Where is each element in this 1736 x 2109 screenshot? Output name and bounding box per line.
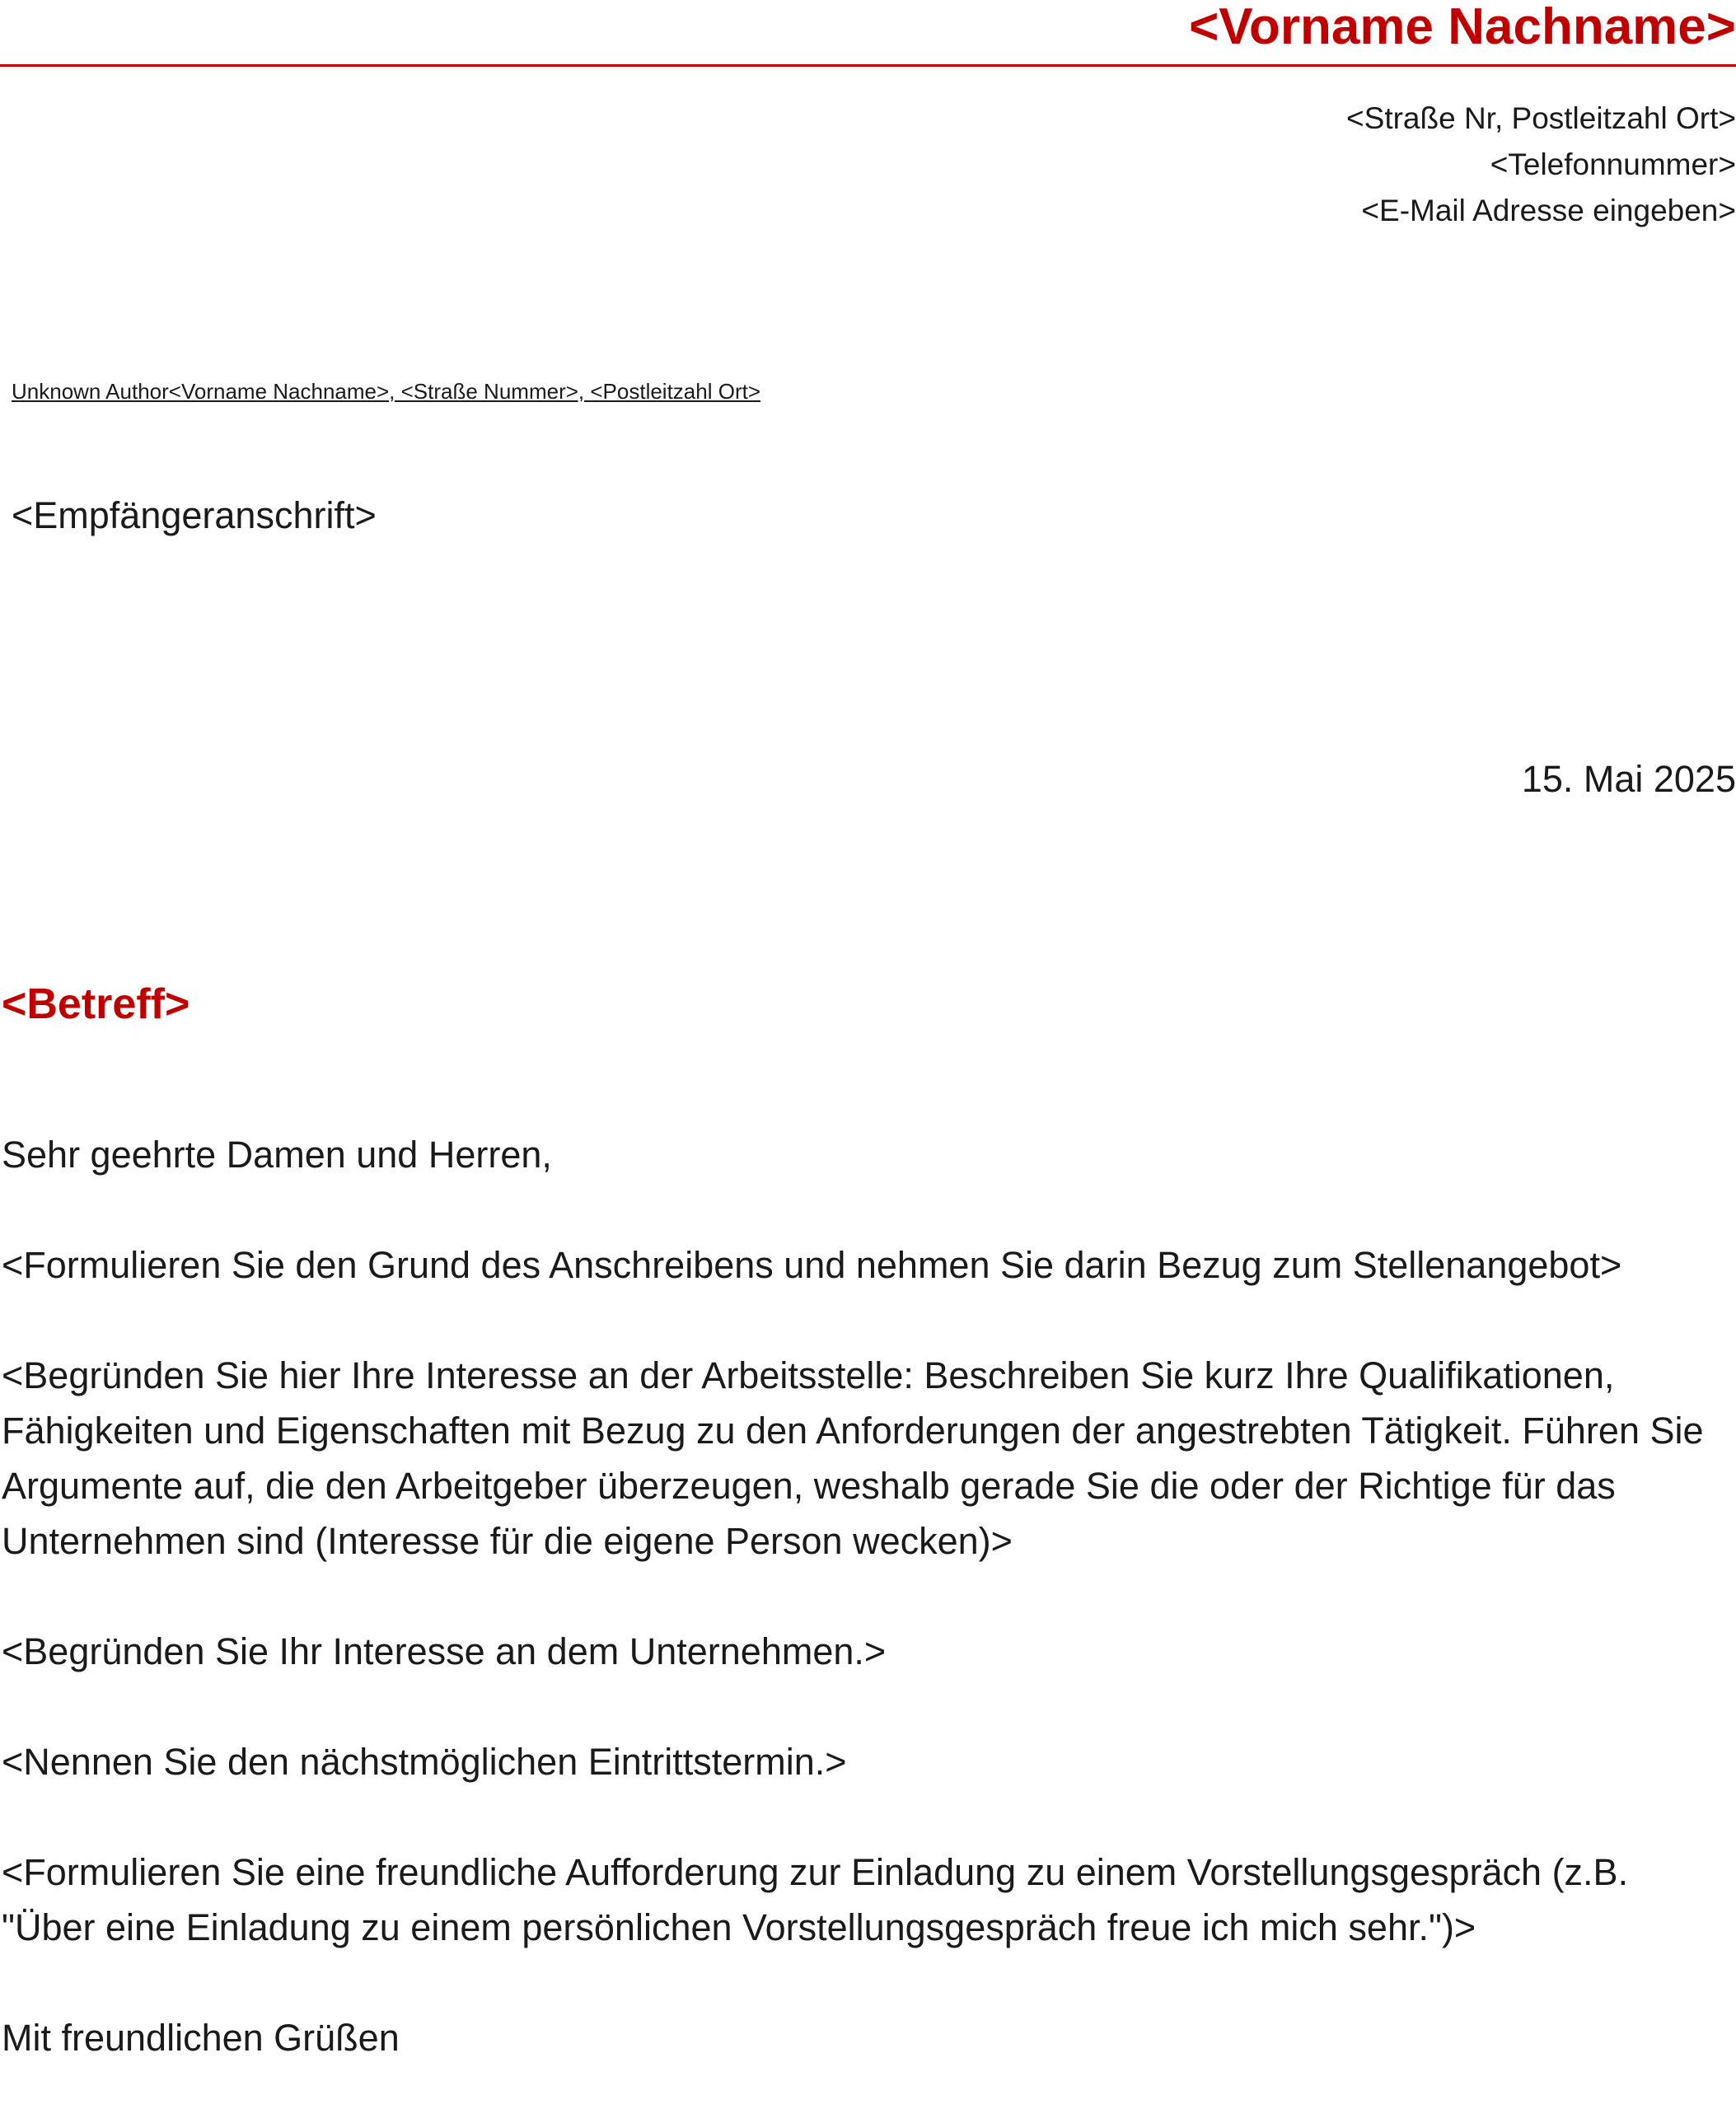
sender-email: <E-Mail Adresse eingeben> bbox=[1361, 194, 1736, 227]
body-paragraph: <Begründen Sie hier Ihre Interesse an der Arbeitsstelle: Beschreiben Sie kurz Ihre Qualifikationen, Fähigkeiten und Eigenschaften mit Bezug zu den Anforderungen der angestrebten Tätigkeit. Führen Sie Argumente auf, die den Arbeitgeber überzeugen, weshalb gerade Sie die oder der Richtige für das Unternehmen sind (Interesse für die eigene Person wecken)> bbox=[2, 1354, 1704, 1562]
closing: Mit freundlichen Grüßen bbox=[2, 2017, 400, 2059]
sender-address: <Straße Nr, Postleitzahl Ort> bbox=[1346, 101, 1736, 135]
header-divider bbox=[0, 64, 1736, 67]
body-paragraph: <Nennen Sie den nächstmöglichen Eintrittstermin.> bbox=[2, 1741, 847, 1783]
letter-subject: <Betreff> bbox=[2, 980, 190, 1028]
salutation: Sehr geehrte Damen und Herren, bbox=[2, 1134, 552, 1176]
sender-phone: <Telefonnummer> bbox=[1490, 147, 1736, 181]
sender-name: <Vorname Nachname> bbox=[1189, 0, 1736, 55]
body-paragraph: <Formulieren Sie eine freundliche Aufforderung zur Einladung zu einem Vorstellungsgespräch (z.B. "Über eine Einladung zu einem persönlichen Vorstellungsgespräch freue ich mich sehr.")> bbox=[2, 1851, 1629, 1948]
letter-body bbox=[2, 1127, 1732, 2065]
body-paragraph: <Formulieren Sie den Grund des Anschreibens und nehmen Sie darin Bezug zum Stellenangebot> bbox=[2, 1244, 1622, 1286]
recipient-address: <Empfängeranschrift> bbox=[12, 494, 377, 536]
letter-date: 15. Mai 2025 bbox=[1521, 758, 1736, 800]
return-address-line: Unknown Author<Vorname Nachname>, <Straße Nummer>, <Postleitzahl Ort> bbox=[12, 379, 761, 404]
sender-contact-block bbox=[583, 96, 1736, 234]
body-paragraph: <Begründen Sie Ihr Interesse an dem Unternehmen.> bbox=[2, 1630, 887, 1672]
